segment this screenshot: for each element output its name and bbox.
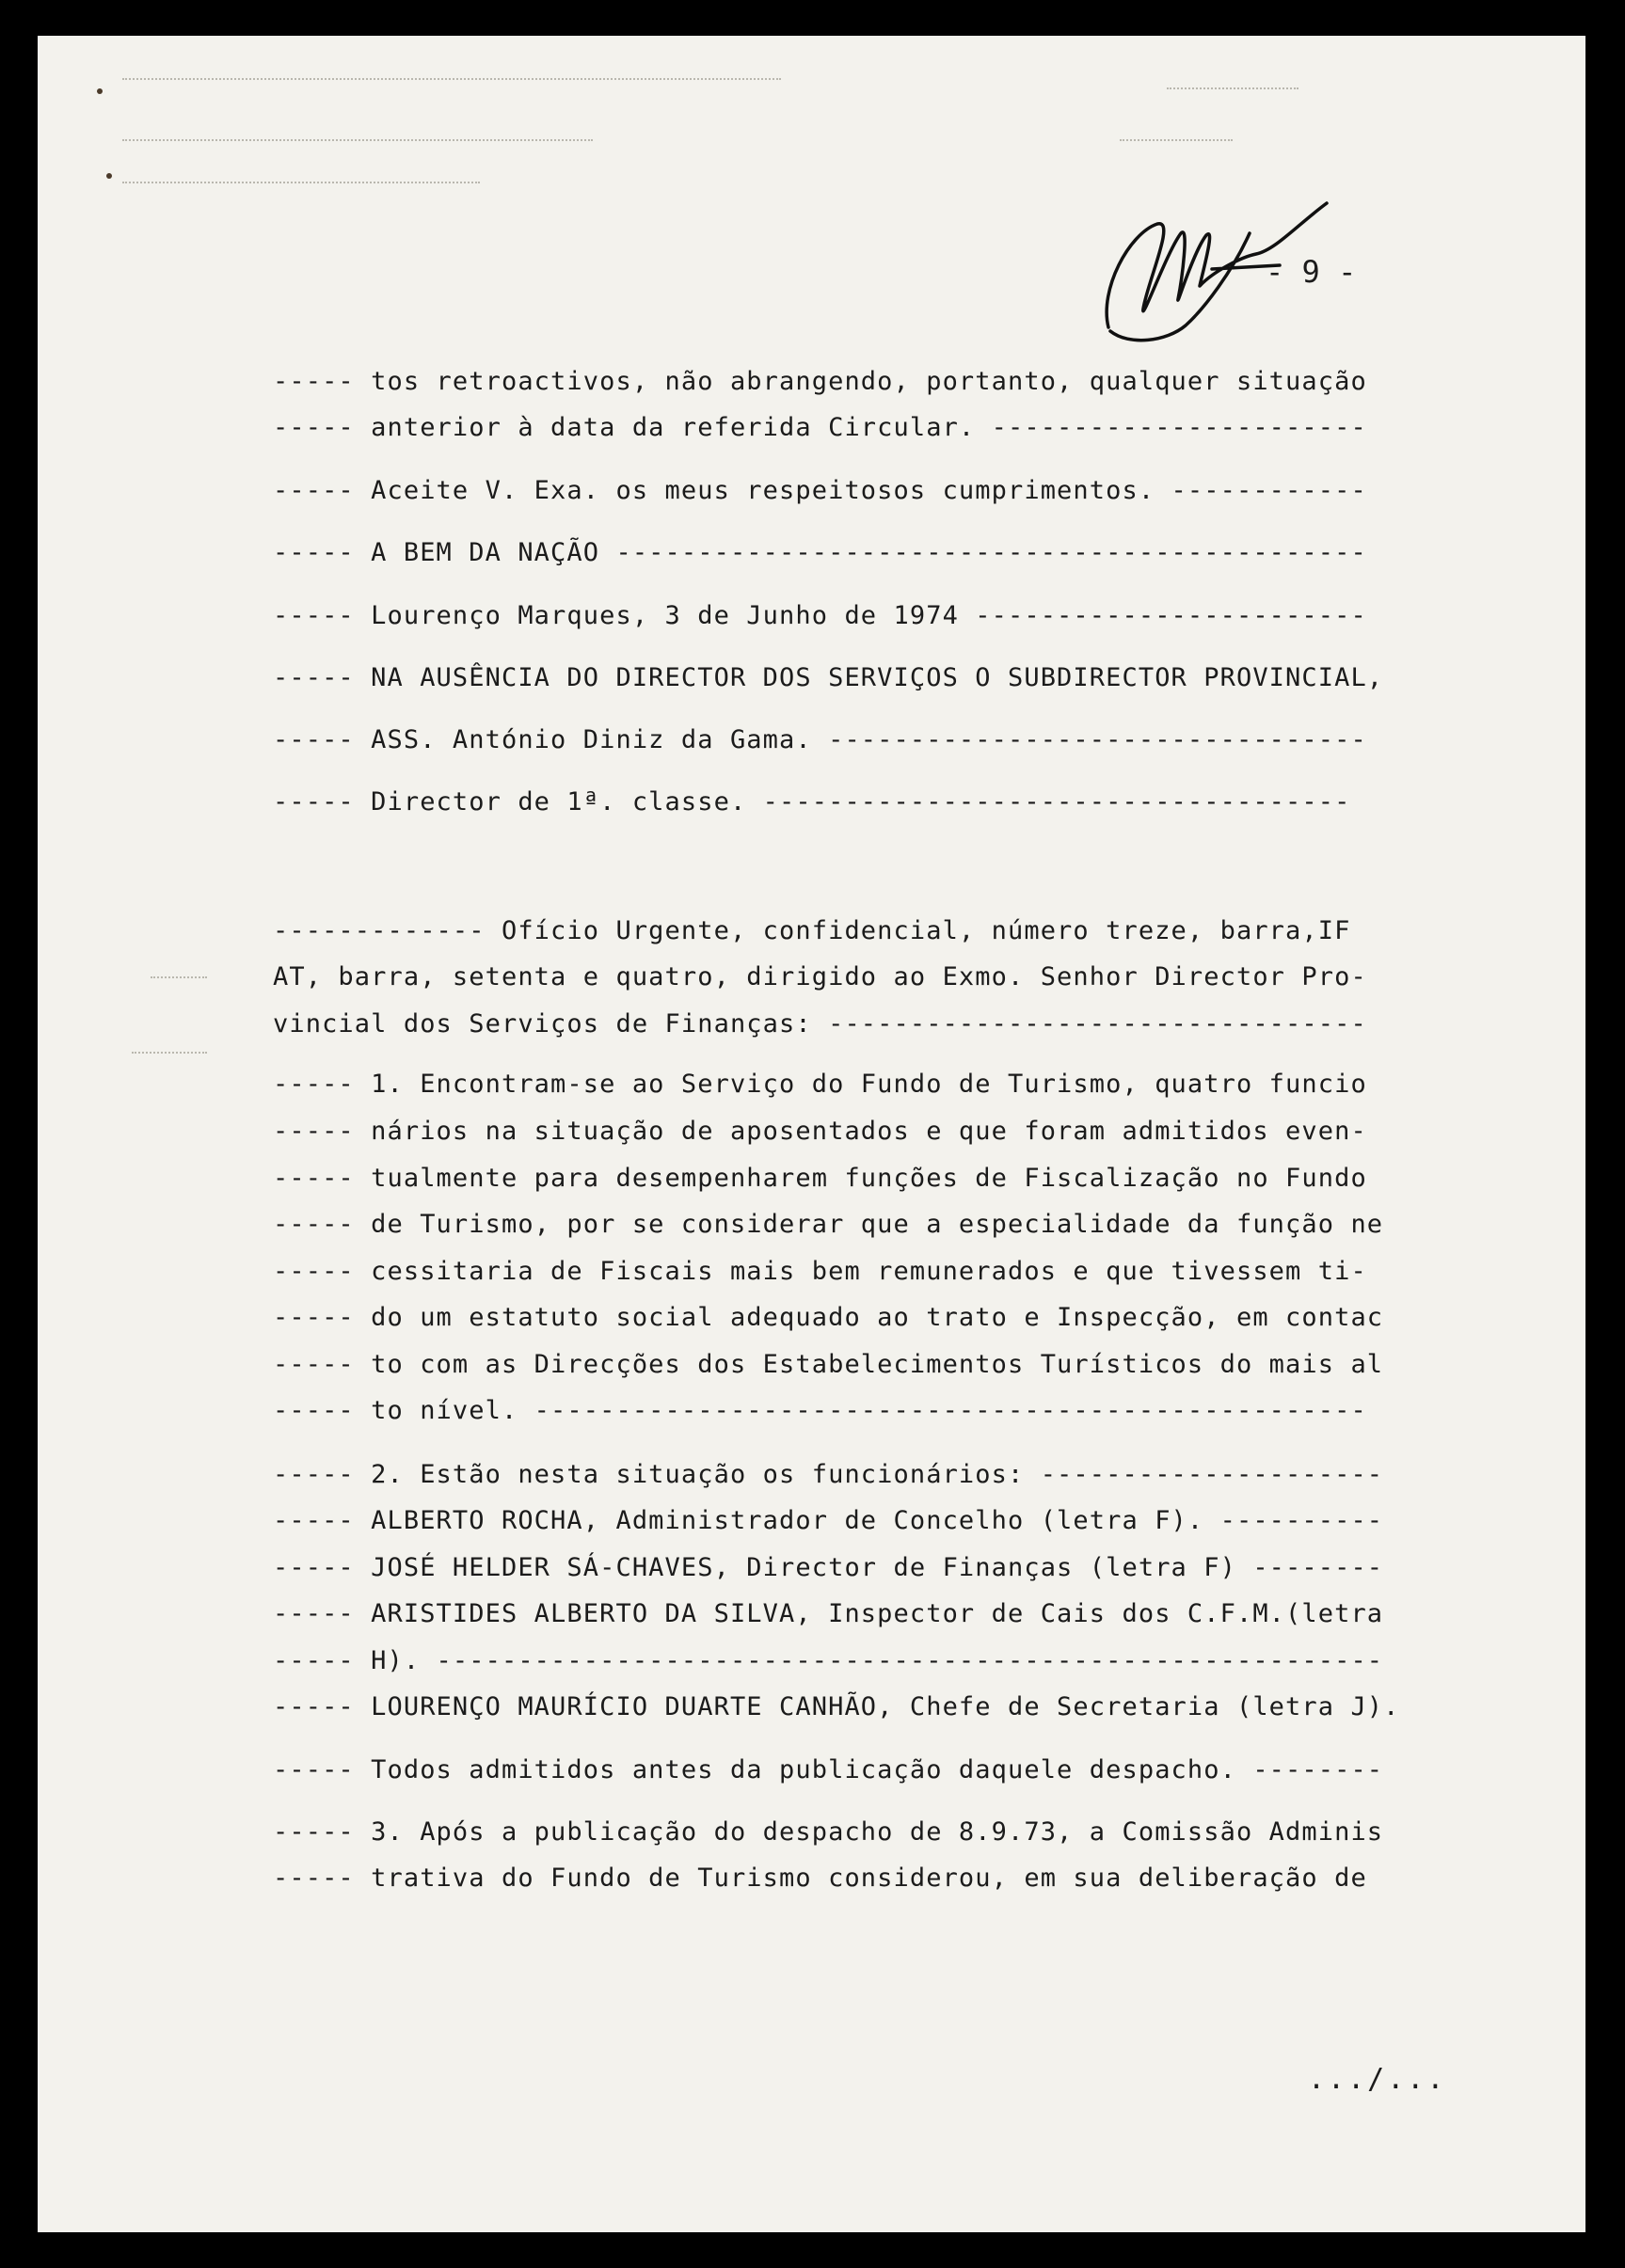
text-line: ----- 3. Após a publicação do despacho de 8.9.73, a Comissão Adminis (273, 1817, 1384, 1847)
bleed-through-mark (1167, 87, 1298, 90)
bleed-through-mark (151, 976, 207, 979)
bleed-through-mark (122, 182, 480, 184)
bleed-through-mark (122, 139, 593, 142)
text-line: ----- A BEM DA NAÇÃO ---------------------------------------------- (273, 538, 1367, 567)
text-line: ----- 1. Encontram-se ao Serviço do Fundo de Turismo, quatro funcio (273, 1070, 1367, 1099)
document-page (38, 36, 1585, 2232)
text-line: ----- anterior à data da referida Circular. ----------------------- (273, 413, 1367, 442)
page-number: - 9 - (1266, 254, 1357, 290)
bleed-through-mark (122, 78, 781, 81)
text-line: ----- to nível. --------------------------------------------------- (273, 1396, 1367, 1425)
text-line: ----- tualmente para desempenharem funções de Fiscalização no Fundo (273, 1164, 1367, 1193)
ink-speck (97, 88, 103, 94)
text-line: ----- de Turismo, por se considerar que a especialidade da função ne (273, 1210, 1384, 1239)
text-line: ----- Lourenço Marques, 3 de Junho de 1974 ------------------------ (273, 601, 1367, 630)
text-line: ----- tos retroactivos, não abrangendo, portanto, qualquer situação (273, 367, 1367, 396)
text-line: AT, barra, setenta e quatro, dirigido ao Exmo. Senhor Director Pro- (273, 962, 1367, 991)
text-line: ----- NA AUSÊNCIA DO DIRECTOR DOS SERVIÇOS O SUBDIRECTOR PROVINCIAL, (273, 663, 1384, 692)
text-line: vincial dos Serviços de Finanças: --------------------------------- (273, 1009, 1367, 1039)
text-line: ------------- Ofício Urgente, confidencial, número treze, barra,IF (273, 916, 1351, 945)
bleed-through-mark (1120, 139, 1233, 142)
ink-speck (106, 173, 112, 179)
text-line: ----- to com as Direcções dos Estabelecimentos Turísticos do mais al (273, 1350, 1384, 1379)
text-line: ----- Director de 1ª. classe. ------------------------------------ (273, 787, 1351, 817)
text-line: ----- ALBERTO ROCHA, Administrador de Concelho (letra F). ---------- (273, 1506, 1384, 1535)
text-line: ----- ARISTIDES ALBERTO DA SILVA, Inspector de Cais dos C.F.M.(letra (273, 1599, 1384, 1628)
text-line: ----- Todos admitidos antes da publicação daquele despacho. -------- (273, 1755, 1384, 1784)
text-line: ----- Aceite V. Exa. os meus respeitosos cumprimentos. ------------ (273, 476, 1367, 505)
text-line: ----- H). ---------------------------------------------------------- (273, 1646, 1384, 1675)
text-line: ----- cessitaria de Fiscais mais bem remunerados e que tivessem ti- (273, 1257, 1367, 1286)
continuation-mark: .../... (1308, 2063, 1447, 2096)
bleed-through-mark (132, 1052, 207, 1055)
text-line: ----- 2. Estão nesta situação os funcionários: --------------------- (273, 1460, 1384, 1489)
text-line: ----- do um estatuto social adequado ao trato e Inspecção, em contac (273, 1303, 1384, 1332)
text-line: ----- LOURENÇO MAURÍCIO DUARTE CANHÃO, Chefe de Secretaria (letra J). (273, 1692, 1400, 1721)
text-line: ----- trativa do Fundo de Turismo considerou, em sua deliberação de (273, 1864, 1367, 1893)
text-line: ----- nários na situação de aposentados e que foram admitidos even- (273, 1117, 1367, 1146)
text-line: ----- ASS. António Diniz da Gama. --------------------------------- (273, 725, 1367, 754)
text-line: ----- JOSÉ HELDER SÁ-CHAVES, Director de Finanças (letra F) -------- (273, 1553, 1384, 1582)
